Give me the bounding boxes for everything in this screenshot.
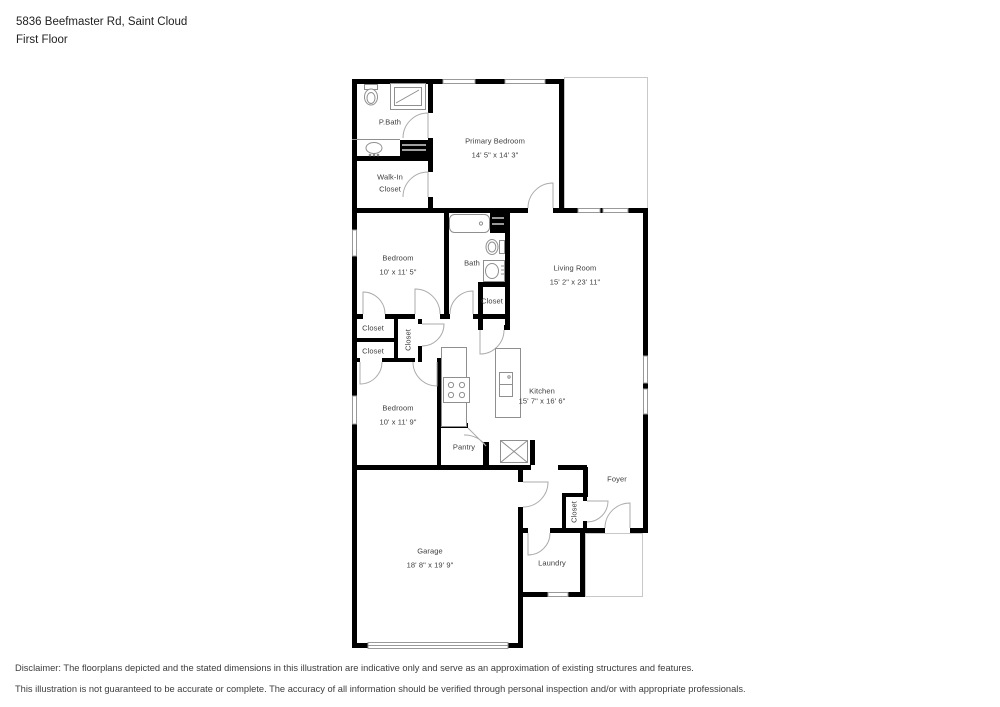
wall xyxy=(523,592,548,597)
wall xyxy=(440,314,450,319)
wall xyxy=(418,346,422,362)
wall xyxy=(352,465,523,470)
wall xyxy=(352,79,357,213)
wall xyxy=(473,314,510,319)
room-label-bath-closet: Closet xyxy=(481,296,503,306)
wall xyxy=(583,497,587,501)
wall xyxy=(550,528,605,533)
floor-plan-drawing xyxy=(352,76,652,652)
wall xyxy=(568,592,585,597)
burner xyxy=(448,382,453,387)
wall xyxy=(583,521,587,528)
room-label-primary-bedroom: Primary Bedroom xyxy=(465,136,525,146)
room-label-pantry: Pantry xyxy=(452,442,476,452)
wall xyxy=(352,256,357,396)
disclaimer-line2: This illustration is not guaranteed to be accurate or complete. The accuracy of all information should be verified through personal inspection and/or with appropriate professionals. xyxy=(15,683,746,694)
wall xyxy=(523,528,528,533)
door-arc-bedroom2 xyxy=(413,362,437,386)
wall xyxy=(643,213,648,356)
floor-plan xyxy=(352,76,652,652)
room-label-laundry: Laundry xyxy=(538,558,566,568)
wall xyxy=(583,467,588,497)
room-label-garage: Garage xyxy=(417,546,443,556)
linen-shelf xyxy=(400,140,428,156)
window xyxy=(644,356,648,383)
burner xyxy=(459,392,464,397)
wall xyxy=(385,314,415,319)
wall xyxy=(478,287,483,330)
porch-outline xyxy=(586,534,643,597)
window xyxy=(578,209,600,213)
wall xyxy=(530,440,535,465)
window xyxy=(353,396,357,424)
room-dims-primary-bedroom: 14' 5" x 14' 3" xyxy=(471,150,519,160)
window xyxy=(603,209,628,213)
wall xyxy=(518,470,523,482)
room-label-kitchen: Kitchen xyxy=(529,386,555,396)
plan-header xyxy=(16,14,187,49)
door-arc-pbath xyxy=(403,113,428,138)
door-arc-foyer-closet xyxy=(587,501,608,522)
door-arc-hall-closet-mid xyxy=(422,324,444,346)
room-dims-kitchen: 15' 7" x 16' 6" xyxy=(518,396,566,406)
wall xyxy=(523,465,531,470)
wall xyxy=(418,319,422,324)
wall xyxy=(352,338,398,342)
wall xyxy=(558,465,587,470)
wall xyxy=(437,358,441,470)
door-arc-bedroom2-closet xyxy=(360,362,382,384)
burner xyxy=(448,392,453,397)
room-dims-living-room: 15' 2" x 23' 11" xyxy=(549,277,601,287)
wall xyxy=(382,358,415,362)
window xyxy=(353,230,357,256)
wall xyxy=(475,79,505,84)
sink-icon xyxy=(486,264,499,279)
door-arc-primary-bedroom xyxy=(528,183,553,208)
wall xyxy=(394,319,398,362)
wall xyxy=(352,643,368,648)
wall xyxy=(628,208,648,213)
wall xyxy=(428,79,433,113)
patio-outline xyxy=(565,78,648,212)
address-title: 5836 Beefmaster Rd, Saint Cloud xyxy=(16,16,188,28)
room-label-closet-top: Closet xyxy=(362,323,384,333)
wall xyxy=(352,424,357,470)
faucet-dot xyxy=(369,154,371,156)
faucet-dot xyxy=(373,154,375,156)
window xyxy=(443,80,475,84)
room-label-pbath: P.Bath xyxy=(378,117,402,127)
room-label-bedroom1: Bedroom xyxy=(382,253,414,263)
door-arc-bedroom1 xyxy=(415,289,440,314)
wall xyxy=(643,414,648,533)
wall xyxy=(428,138,433,172)
wall xyxy=(352,156,433,161)
wall xyxy=(643,383,648,389)
sink-icon xyxy=(366,143,382,154)
room-label-bath: Bath xyxy=(464,258,480,268)
wall xyxy=(559,79,564,213)
door-arc-front-entry xyxy=(605,503,630,528)
wall xyxy=(444,213,449,314)
room-label-living-room: Living Room xyxy=(553,263,597,273)
faucet-dot xyxy=(377,154,379,156)
room-label-bedroom2: Bedroom xyxy=(382,403,414,413)
wall xyxy=(352,358,360,362)
wall xyxy=(553,208,578,213)
wall xyxy=(562,497,566,528)
room-label-walkin-line1: Walk-In xyxy=(377,172,403,182)
wall xyxy=(433,79,443,84)
room-label-walkin-line2: Closet xyxy=(379,184,401,194)
wall xyxy=(352,213,357,230)
door-arc-walkin-closet xyxy=(403,172,428,197)
floor-title: First Floor xyxy=(16,33,68,46)
sink-faucet xyxy=(508,376,510,378)
wall xyxy=(518,507,523,648)
stove xyxy=(444,378,470,403)
room-label-closet-mid: Closet xyxy=(403,329,413,351)
door-arc-laundry xyxy=(528,533,550,555)
window xyxy=(548,593,568,597)
tub-drain xyxy=(479,222,482,225)
disclaimer-line1: Disclaimer: The floorplans depicted and the stated dimensions in this illustration are indicative only and serve as an approximation of existing structures and features. xyxy=(15,663,694,673)
toilet-bowl xyxy=(367,93,375,104)
wall xyxy=(630,528,648,533)
toilet-bowl xyxy=(488,242,496,252)
room-label-foyer: Foyer xyxy=(607,474,627,484)
wall xyxy=(352,470,357,648)
wall xyxy=(580,533,585,597)
linen-shelf xyxy=(490,212,506,233)
room-dims-garage: 18' 8" x 19' 9" xyxy=(406,560,454,570)
toilet-tank xyxy=(500,241,505,254)
room-dims-bedroom1: 10' x 11' 5" xyxy=(379,267,417,277)
wall xyxy=(478,282,510,287)
window xyxy=(505,80,545,84)
disclaimer xyxy=(15,658,746,699)
bathtub xyxy=(450,215,490,233)
wall xyxy=(504,325,510,330)
wall xyxy=(508,643,523,648)
door-arc-garage-entry xyxy=(523,482,548,507)
window xyxy=(644,389,648,414)
door-arc-bath xyxy=(450,291,473,314)
door-arc-bedroom1-closet xyxy=(363,292,385,314)
burner xyxy=(459,382,464,387)
room-label-foyer-closet: Closet xyxy=(569,501,579,523)
wall xyxy=(478,325,480,330)
room-label-closet-bottom: Closet xyxy=(362,346,384,356)
wall xyxy=(562,493,588,497)
room-dims-bedroom2: 10' x 11' 9" xyxy=(379,417,417,427)
